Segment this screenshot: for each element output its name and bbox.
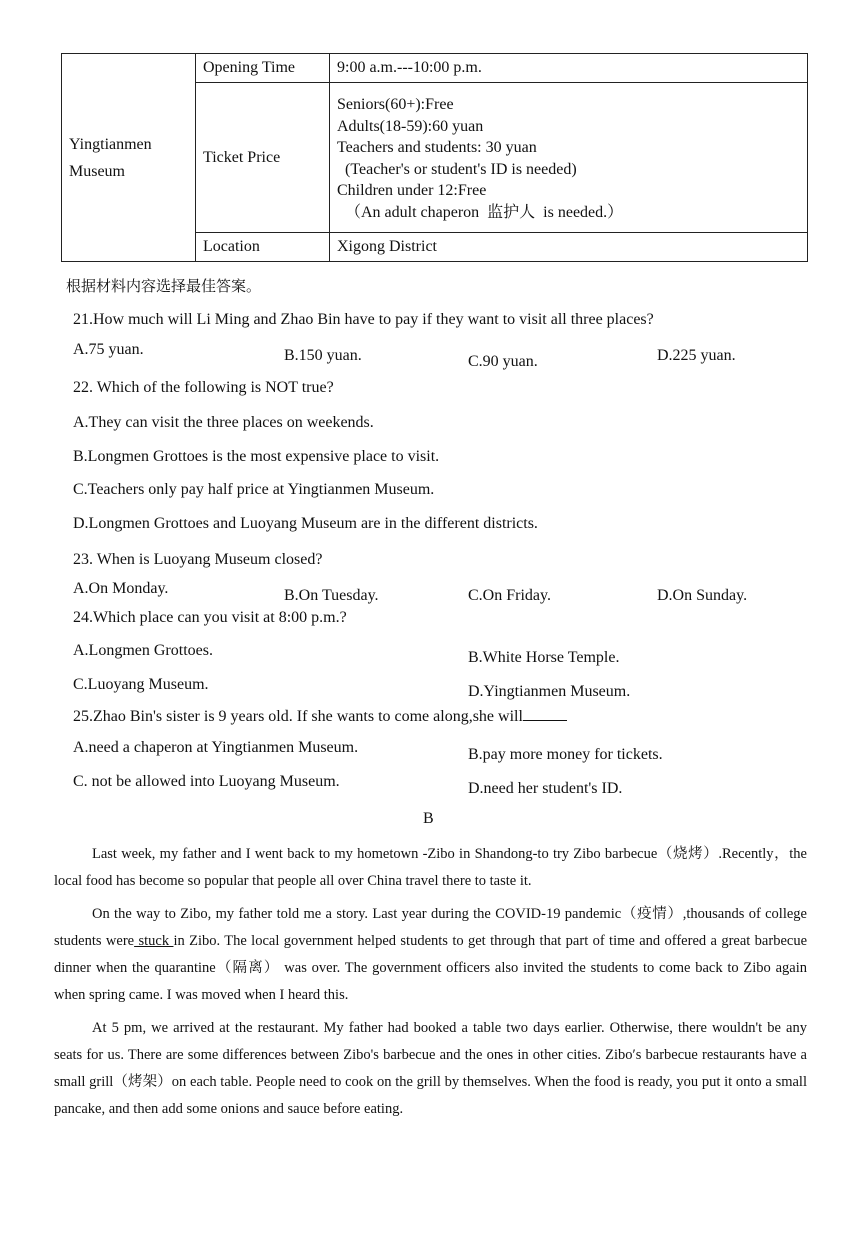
- question-22-option-a[interactable]: A.They can visit the three places on weekends.: [73, 414, 374, 431]
- price-line: Teachers and students: 30 yuan: [337, 139, 537, 156]
- question-25-option-d[interactable]: D.need her student's ID.: [468, 780, 623, 797]
- question-25-stem-wrapper: [73, 706, 567, 726]
- opening-time-value: 9:00 a.m.---10:00 p.m.: [330, 54, 808, 83]
- opening-time-label: Opening Time: [196, 54, 330, 83]
- question-23-option-a[interactable]: A.On Monday.: [73, 580, 169, 597]
- answer-blank: [523, 706, 567, 721]
- question-25-option-a[interactable]: A.need a chaperon at Yingtianmen Museum.: [73, 739, 359, 756]
- question-25-option-c[interactable]: C. not be allowed into Luoyang Museum.: [73, 773, 340, 790]
- museum-name-line1: Yingtianmen: [69, 135, 152, 153]
- location-label: Location: [196, 233, 330, 262]
- paragraph-2-text-before: On the way to Zibo, my father told me a story. Last year during the COVID-19 pandemic（疫情）,thousands of college students were: [54, 906, 807, 949]
- price-line: Adults(18-59):60 yuan: [337, 117, 484, 135]
- instruction: 根据材料内容选择最佳答案。: [66, 277, 262, 295]
- question-25-stem: 25.Zhao Bin's sister is 9 years old. If she wants to come along,she will: [73, 708, 523, 725]
- museum-name-cell: [62, 54, 196, 262]
- question-25-option-b[interactable]: B.pay more money for tickets.: [468, 746, 663, 763]
- question-24-stem: 24.Which place can you visit at 8:00 p.m.?: [73, 609, 347, 626]
- question-21-option-b[interactable]: B.150 yuan.: [284, 347, 362, 364]
- question-22-stem: 22. Which of the following is NOT true?: [73, 379, 334, 396]
- underlined-word-stuck: stuck: [134, 933, 174, 949]
- ticket-price-label: Ticket Price: [196, 83, 330, 233]
- passage-paragraph-3: At 5 pm, we arrived at the restaurant. My father had booked a table two days earlier. Otherwise, there wouldn't be any seats for us. There are some differences between Zibo's barbecue and the ones in other cities. Zibo′s barbecue restaurants have a small grill（烤架）on each table. People need to cook on the grill by themselves. When the food is ready, you put it onto a small pancake, and then add some onions and sauce before eating.: [54, 1020, 807, 1117]
- question-22-option-b[interactable]: B.Longmen Grottoes is the most expensive place to visit.: [73, 448, 440, 465]
- question-23-option-c[interactable]: C.On Friday.: [468, 587, 551, 604]
- question-24-option-d[interactable]: D.Yingtianmen Museum.: [468, 683, 631, 700]
- question-23-stem: 23. When is Luoyang Museum closed?: [73, 551, 323, 568]
- paragraph-2-text-after: in Zibo. The local government helped students to get through that part of time and offered a great barbecue dinner when the quarantine（隔离） was over. The government officers also invited the students to come back to Zibo again when spring came. I was moved when I heard this.: [54, 933, 808, 1003]
- passage-paragraph-1: Last week, my father and I went back to my hometown -Zibo in Shandong-to try Zibo barbecue（烧烤）.Recently，the local food has become so popular that people all over China travel there to taste it.: [54, 846, 807, 889]
- passage-paragraph-2: [54, 901, 807, 1009]
- price-line: (Teacher's or student's ID is needed): [337, 160, 577, 178]
- question-24-option-a[interactable]: A.Longmen Grottoes.: [73, 642, 213, 659]
- question-22-option-d[interactable]: D.Longmen Grottoes and Luoyang Museum are in the different districts.: [73, 515, 538, 532]
- question-24-option-b[interactable]: B.White Horse Temple.: [468, 649, 620, 666]
- price-line: Seniors(60+):Free: [337, 96, 454, 113]
- question-21-stem: 21.How much will Li Ming and Zhao Bin have to pay if they want to visit all three places?: [73, 311, 654, 328]
- museum-info-table: [61, 53, 808, 262]
- section-b-heading: B: [423, 810, 434, 827]
- question-22-option-c[interactable]: C.Teachers only pay half price at Yingtianmen Museum.: [73, 481, 435, 498]
- question-24-option-c[interactable]: C.Luoyang Museum.: [73, 676, 209, 693]
- location-value: Xigong District: [330, 233, 808, 262]
- question-23-option-b[interactable]: B.On Tuesday.: [284, 587, 379, 604]
- museum-name-line2: Museum: [69, 162, 125, 180]
- question-23-option-d[interactable]: D.On Sunday.: [657, 587, 748, 604]
- question-21-option-c[interactable]: C.90 yuan.: [468, 353, 538, 370]
- ticket-price-values: [330, 83, 808, 233]
- price-line: Children under 12:Free: [337, 182, 487, 199]
- price-line: （An adult chaperon 监护人 is needed.）: [337, 203, 624, 221]
- question-21-option-a[interactable]: A.75 yuan.: [73, 341, 144, 358]
- question-21-option-d[interactable]: D.225 yuan.: [657, 347, 736, 364]
